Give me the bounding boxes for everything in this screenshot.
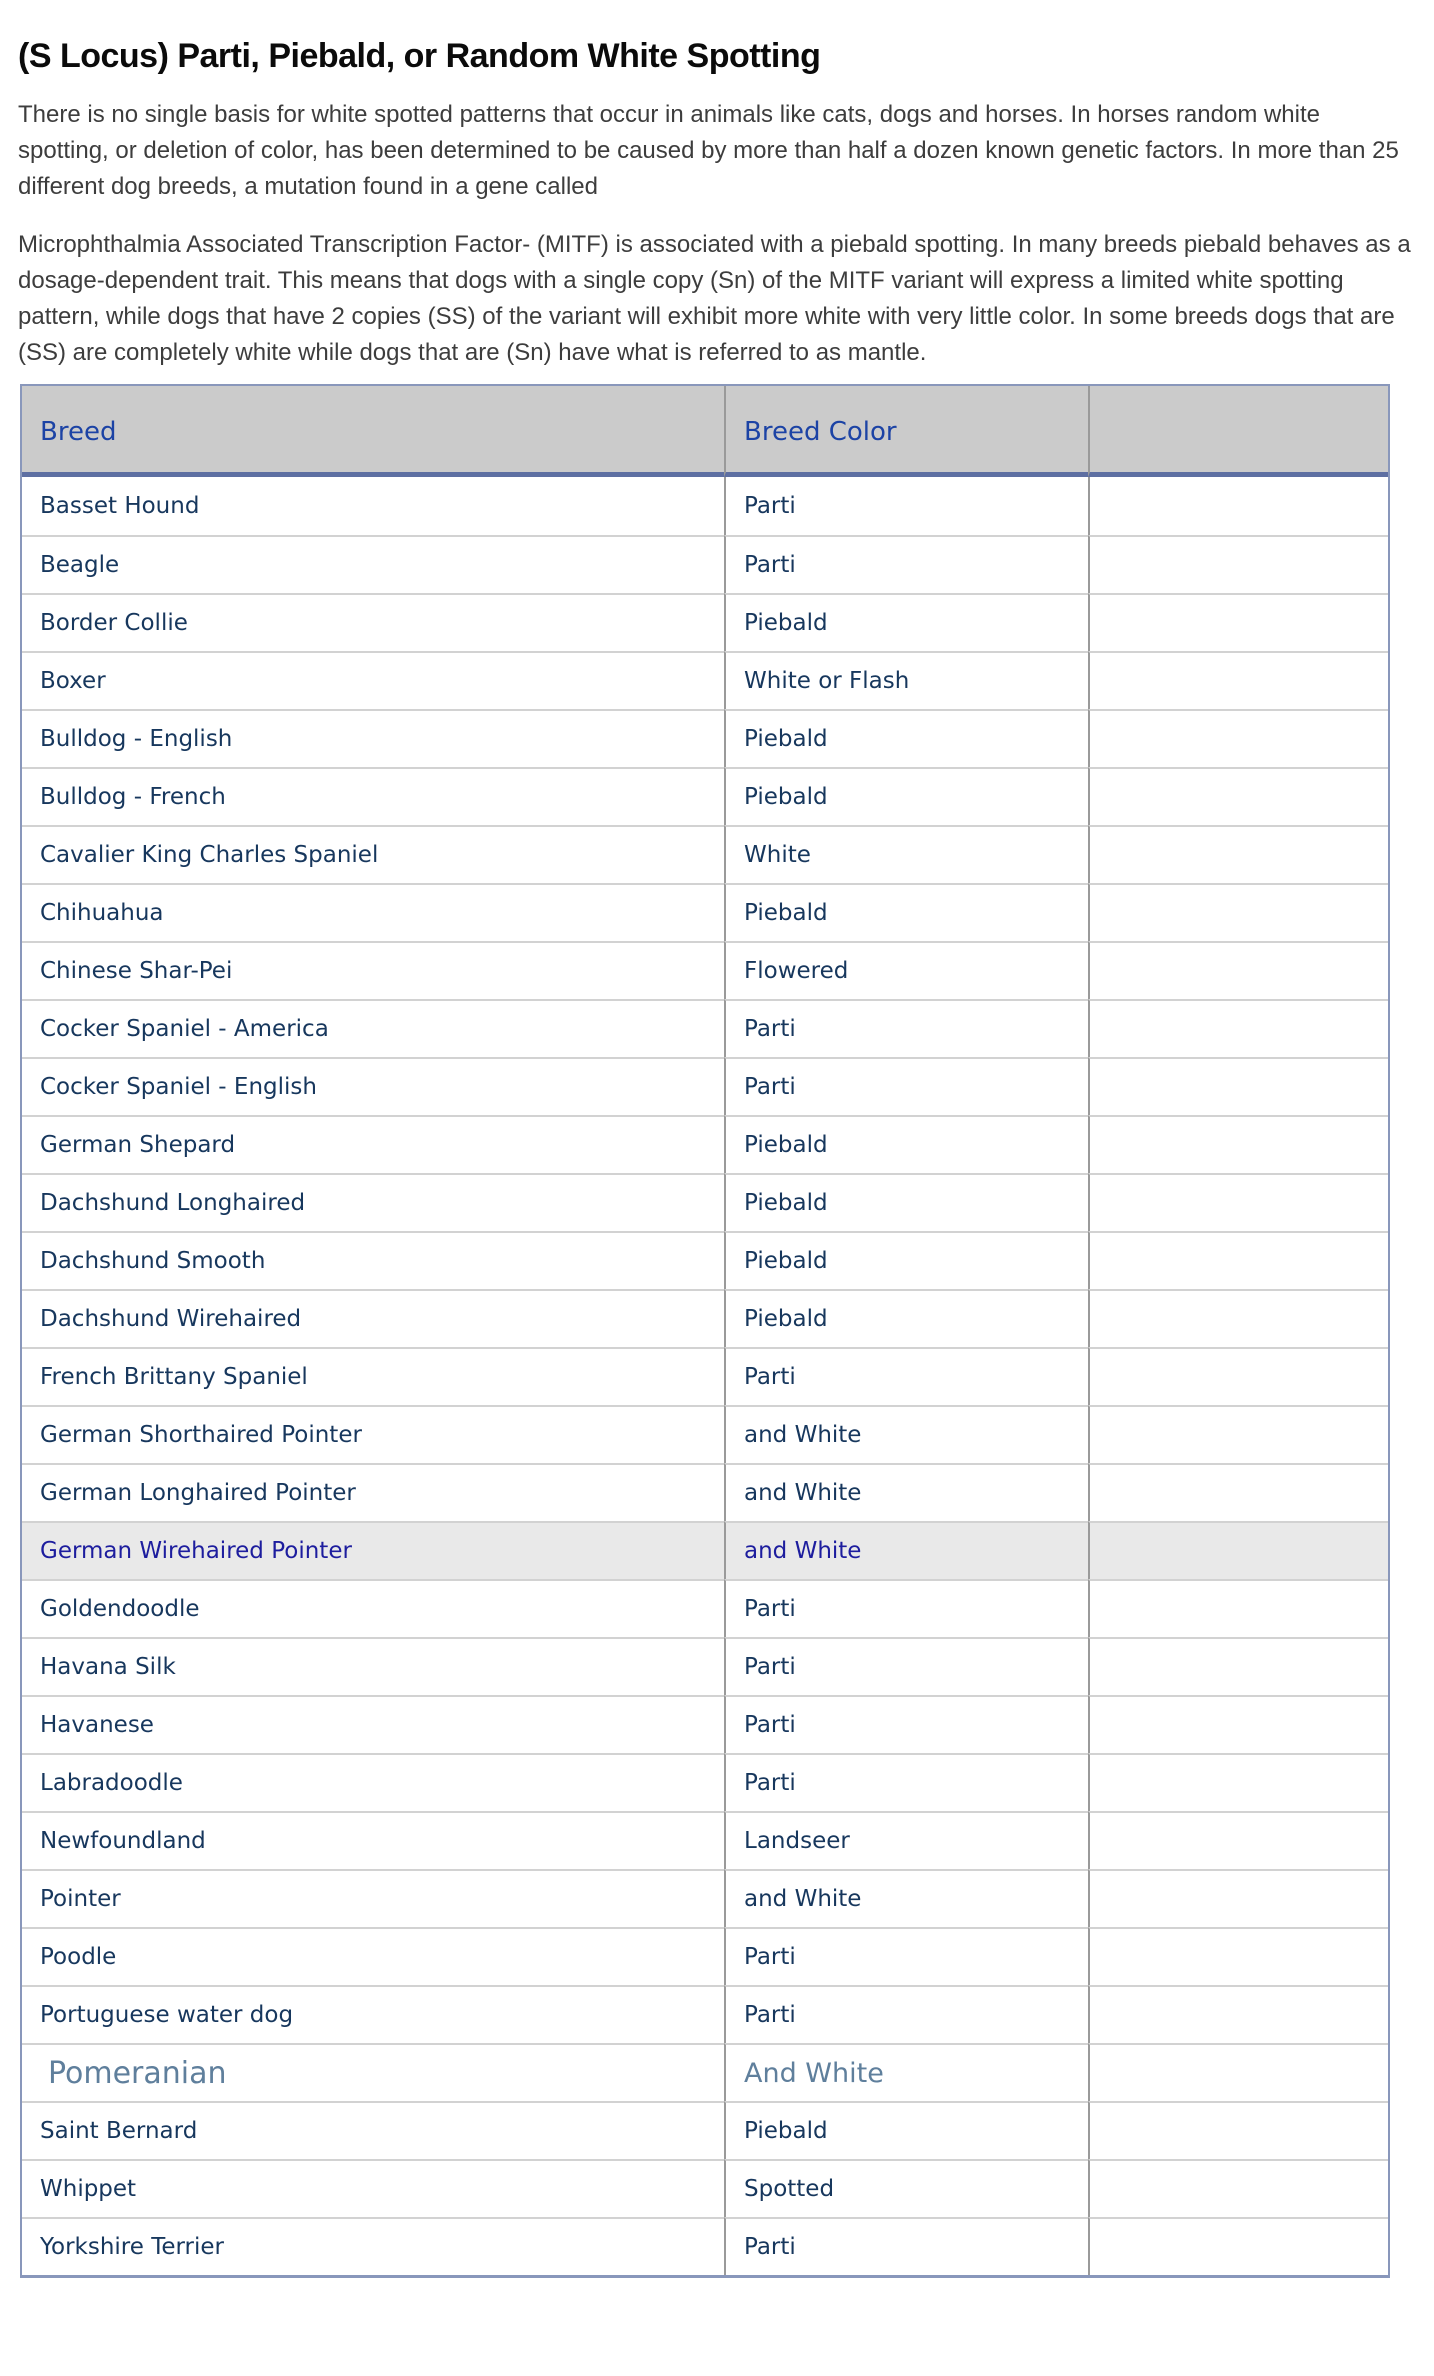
table-row[interactable] — [22, 1057, 1388, 1115]
empty-cell — [1088, 1985, 1388, 2043]
breed-color-column-header: Breed Color — [724, 386, 1088, 477]
breed-cell: Whippet — [22, 2159, 724, 2217]
table-row[interactable] — [22, 1695, 1388, 1753]
empty-column-header — [1088, 386, 1388, 477]
breed-cell: German Shepard — [22, 1115, 724, 1173]
breed-color-cell: Piebald — [724, 1231, 1088, 1289]
empty-cell — [1088, 1753, 1388, 1811]
empty-cell — [1088, 1289, 1388, 1347]
breed-cell: Saint Bernard — [22, 2101, 724, 2159]
empty-cell — [1088, 535, 1388, 593]
table-row[interactable] — [22, 1115, 1388, 1173]
table-row[interactable] — [22, 709, 1388, 767]
breed-cell: Havana Silk — [22, 1637, 724, 1695]
breed-color-cell: Parti — [724, 1927, 1088, 1985]
breed-color-cell: Piebald — [724, 2101, 1088, 2159]
table-row[interactable] — [22, 2159, 1388, 2217]
breed-color-cell: Parti — [724, 1579, 1088, 1637]
breed-color-cell: Parti — [724, 1695, 1088, 1753]
table-row[interactable] — [22, 1347, 1388, 1405]
breed-cell: Cocker Spaniel - English — [22, 1057, 724, 1115]
breed-cell: Pomeranian — [22, 2043, 724, 2101]
empty-cell — [1088, 477, 1388, 535]
empty-cell — [1088, 1057, 1388, 1115]
breed-cell: German Longhaired Pointer — [22, 1463, 724, 1521]
empty-cell — [1088, 1463, 1388, 1521]
breed-cell: Border Collie — [22, 593, 724, 651]
breed-color-cell: and White — [724, 1869, 1088, 1927]
empty-cell — [1088, 2101, 1388, 2159]
breed-table — [20, 384, 1390, 2278]
table-row[interactable] — [22, 1579, 1388, 1637]
breed-cell: Havanese — [22, 1695, 724, 1753]
empty-cell — [1088, 651, 1388, 709]
breed-cell: Chihuahua — [22, 883, 724, 941]
breed-cell: Cavalier King Charles Spaniel — [22, 825, 724, 883]
empty-cell — [1088, 1173, 1388, 1231]
table-row[interactable] — [22, 1869, 1388, 1927]
breed-cell: Bulldog - French — [22, 767, 724, 825]
breed-cell: Boxer — [22, 651, 724, 709]
breed-cell: Chinese Shar-Pei — [22, 941, 724, 999]
breed-cell: Basset Hound — [22, 477, 724, 535]
table-row[interactable] — [22, 2217, 1388, 2275]
article — [0, 36, 1434, 2278]
empty-cell — [1088, 2043, 1388, 2101]
breed-cell: Yorkshire Terrier — [22, 2217, 724, 2275]
table-row[interactable] — [22, 593, 1388, 651]
table-row[interactable] — [22, 1463, 1388, 1521]
table-row[interactable] — [22, 651, 1388, 709]
breed-color-cell: Parti — [724, 1637, 1088, 1695]
breed-cell: Pointer — [22, 1869, 724, 1927]
empty-cell — [1088, 1579, 1388, 1637]
empty-cell — [1088, 1811, 1388, 1869]
table-row[interactable] — [22, 1985, 1388, 2043]
empty-cell — [1088, 2159, 1388, 2217]
breed-cell: Dachshund Smooth — [22, 1231, 724, 1289]
empty-cell — [1088, 825, 1388, 883]
breed-color-cell: White or Flash — [724, 651, 1088, 709]
breed-color-cell: Parti — [724, 1753, 1088, 1811]
empty-cell — [1088, 1347, 1388, 1405]
breed-color-cell: And White — [724, 2043, 1088, 2101]
empty-cell — [1088, 593, 1388, 651]
breed-cell: German Wirehaired Pointer — [22, 1521, 724, 1579]
table-row[interactable] — [22, 1289, 1388, 1347]
breed-color-cell: Parti — [724, 1985, 1088, 2043]
page-title: (S Locus) Parti, Piebald, or Random White Spotting — [18, 37, 821, 75]
breed-cell: Cocker Spaniel - America — [22, 999, 724, 1057]
breed-table-body — [22, 477, 1388, 2275]
breed-color-cell: and White — [724, 1521, 1088, 1579]
intro-paragraph-2: Microphthalmia Associated Transcription Factor- (MITF) is associated with a piebald spotting. In many breeds piebald behaves as a dosage-dependent trait. This means that dogs with a single copy (Sn) of the MITF variant will express a limited white spotting pattern, while dogs that have 2 copies (SS) of the variant will exhibit more white with very little color. In some breeds dogs that are (SS) are completely white while dogs that are (Sn) have what is referred to as mantle. — [18, 231, 1411, 366]
empty-cell — [1088, 1869, 1388, 1927]
breed-color-cell: Spotted — [724, 2159, 1088, 2217]
breed-color-cell: Piebald — [724, 593, 1088, 651]
breed-column-header: Breed — [22, 386, 724, 477]
table-row[interactable] — [22, 1405, 1388, 1463]
breed-cell: Dachshund Longhaired — [22, 1173, 724, 1231]
breed-color-cell: Piebald — [724, 1115, 1088, 1173]
table-row[interactable] — [22, 1753, 1388, 1811]
breed-color-cell: and White — [724, 1405, 1088, 1463]
breed-color-cell: Piebald — [724, 883, 1088, 941]
table-row[interactable] — [22, 2043, 1388, 2101]
breed-color-cell: Landseer — [724, 1811, 1088, 1869]
table-row[interactable] — [22, 941, 1388, 999]
breed-color-cell: Flowered — [724, 941, 1088, 999]
breed-cell: Poodle — [22, 1927, 724, 1985]
breed-cell: Portuguese water dog — [22, 1985, 724, 2043]
breed-color-cell: Parti — [724, 999, 1088, 1057]
table-header-row — [22, 386, 1388, 477]
table-row[interactable] — [22, 767, 1388, 825]
breed-cell: Beagle — [22, 535, 724, 593]
intro-paragraph-1: There is no single basis for white spotted patterns that occur in animals like cats, dogs and horses. In horses random white spotting, or deletion of color, has been determined to be caused by more than half a dozen known genetic factors. In more than 25 different dog breeds, a mutation found in a gene called — [18, 101, 1399, 200]
empty-cell — [1088, 999, 1388, 1057]
breed-cell: Labradoodle — [22, 1753, 724, 1811]
table-row[interactable] — [22, 1637, 1388, 1695]
breed-color-cell: Piebald — [724, 767, 1088, 825]
empty-cell — [1088, 709, 1388, 767]
empty-cell — [1088, 1637, 1388, 1695]
breed-color-cell: Parti — [724, 2217, 1088, 2275]
breed-cell: Goldendoodle — [22, 1579, 724, 1637]
empty-cell — [1088, 1231, 1388, 1289]
empty-cell — [1088, 1521, 1388, 1579]
table-row[interactable] — [22, 1927, 1388, 1985]
table-row[interactable] — [22, 1173, 1388, 1231]
empty-cell — [1088, 1405, 1388, 1463]
breed-color-cell: Parti — [724, 1347, 1088, 1405]
empty-cell — [1088, 2217, 1388, 2275]
breed-color-cell: Parti — [724, 477, 1088, 535]
table-row[interactable] — [22, 1521, 1388, 1579]
empty-cell — [1088, 1695, 1388, 1753]
table-row[interactable] — [22, 883, 1388, 941]
breed-cell: German Shorthaired Pointer — [22, 1405, 724, 1463]
breed-color-cell: White — [724, 825, 1088, 883]
empty-cell — [1088, 883, 1388, 941]
breed-cell: Bulldog - English — [22, 709, 724, 767]
breed-color-cell: and White — [724, 1463, 1088, 1521]
breed-color-cell: Parti — [724, 535, 1088, 593]
breed-cell: Newfoundland — [22, 1811, 724, 1869]
breed-color-cell: Piebald — [724, 1173, 1088, 1231]
breed-color-cell: Parti — [724, 1057, 1088, 1115]
table-row[interactable] — [22, 2101, 1388, 2159]
empty-cell — [1088, 941, 1388, 999]
table-row[interactable] — [22, 999, 1388, 1057]
table-row[interactable] — [22, 825, 1388, 883]
table-row[interactable] — [22, 535, 1388, 593]
empty-cell — [1088, 1115, 1388, 1173]
table-row[interactable] — [22, 1811, 1388, 1869]
breed-color-cell: Piebald — [724, 709, 1088, 767]
breed-color-cell: Piebald — [724, 1289, 1088, 1347]
table-row[interactable] — [22, 1231, 1388, 1289]
table-row[interactable] — [22, 477, 1388, 535]
empty-cell — [1088, 1927, 1388, 1985]
empty-cell — [1088, 767, 1388, 825]
breed-cell: French Brittany Spaniel — [22, 1347, 724, 1405]
breed-cell: Dachshund Wirehaired — [22, 1289, 724, 1347]
